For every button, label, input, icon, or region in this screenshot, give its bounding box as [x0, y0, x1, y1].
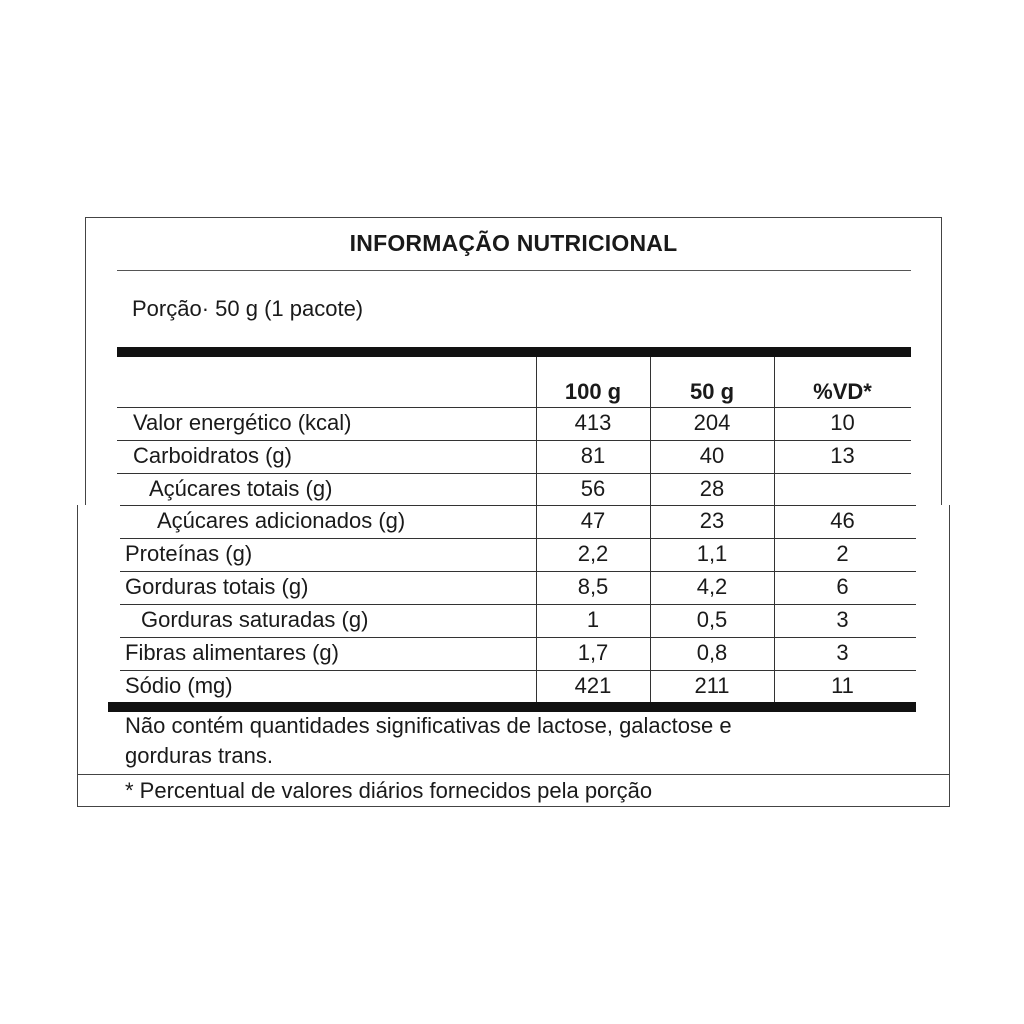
value-per-100g: 1 [586, 607, 600, 632]
value-per-50g: 40 [699, 443, 725, 468]
value-vd: 46 [830, 508, 855, 533]
value-vd: 6 [836, 574, 849, 599]
footnote-divider [77, 774, 950, 775]
value-per-100g: 56 [580, 476, 606, 501]
footnote: * Percentual de valores diários fornecidos pela porção [125, 778, 653, 803]
col-header-50g: 50 g [689, 379, 735, 404]
nutrient-name: Sódio (mg) [125, 673, 233, 698]
value-per-50g: 211 [694, 673, 730, 698]
value-per-100g: 2,2 [577, 541, 609, 566]
label-title: INFORMAÇÃO NUTRICIONAL [349, 230, 678, 256]
nutrient-name: Açúcares totais (g) [149, 476, 333, 501]
value-vd: 13 [830, 443, 855, 468]
value-vd: 10 [830, 410, 855, 435]
nutrient-name: Proteínas (g) [125, 541, 253, 566]
col-header-100g: 100 g [564, 379, 622, 404]
value-per-100g: 413 [574, 410, 612, 435]
value-per-100g: 8,5 [577, 574, 609, 599]
nutrient-name: Fibras alimentares (g) [125, 640, 339, 665]
portion-text: Porção· 50 g (1 pacote) [132, 296, 364, 321]
nutrient-name: Valor energético (kcal) [133, 410, 352, 435]
value-per-100g: 1,7 [577, 640, 609, 665]
value-vd: 3 [836, 640, 849, 665]
value-per-100g: 421 [574, 673, 612, 698]
title-divider [117, 270, 911, 271]
nutrient-name: Gorduras saturadas (g) [141, 607, 369, 632]
col-header-vd: %VD* [813, 379, 872, 404]
value-vd: 3 [836, 607, 849, 632]
note-line-1: Não contém quantidades significativas de lactose, galactose e [125, 713, 732, 738]
note-line-2: gorduras trans. [125, 743, 273, 768]
value-per-50g: 23 [699, 508, 725, 533]
value-per-50g: 4,2 [696, 574, 728, 599]
value-per-50g: 1,1 [696, 541, 728, 566]
value-per-50g: 0,5 [696, 607, 728, 632]
value-vd: 2 [836, 541, 849, 566]
nutrient-name: Carboidratos (g) [133, 443, 292, 468]
value-per-50g: 28 [699, 476, 725, 501]
value-per-100g: 81 [580, 443, 606, 468]
value-per-100g: 47 [580, 508, 606, 533]
value-per-50g: 204 [693, 410, 731, 435]
nutrient-name: Gorduras totais (g) [125, 574, 309, 599]
value-per-50g: 0,8 [696, 640, 728, 665]
thick-divider-top [117, 347, 911, 357]
value-vd: 11 [831, 673, 854, 698]
nutrient-name: Açúcares adicionados (g) [157, 508, 406, 533]
